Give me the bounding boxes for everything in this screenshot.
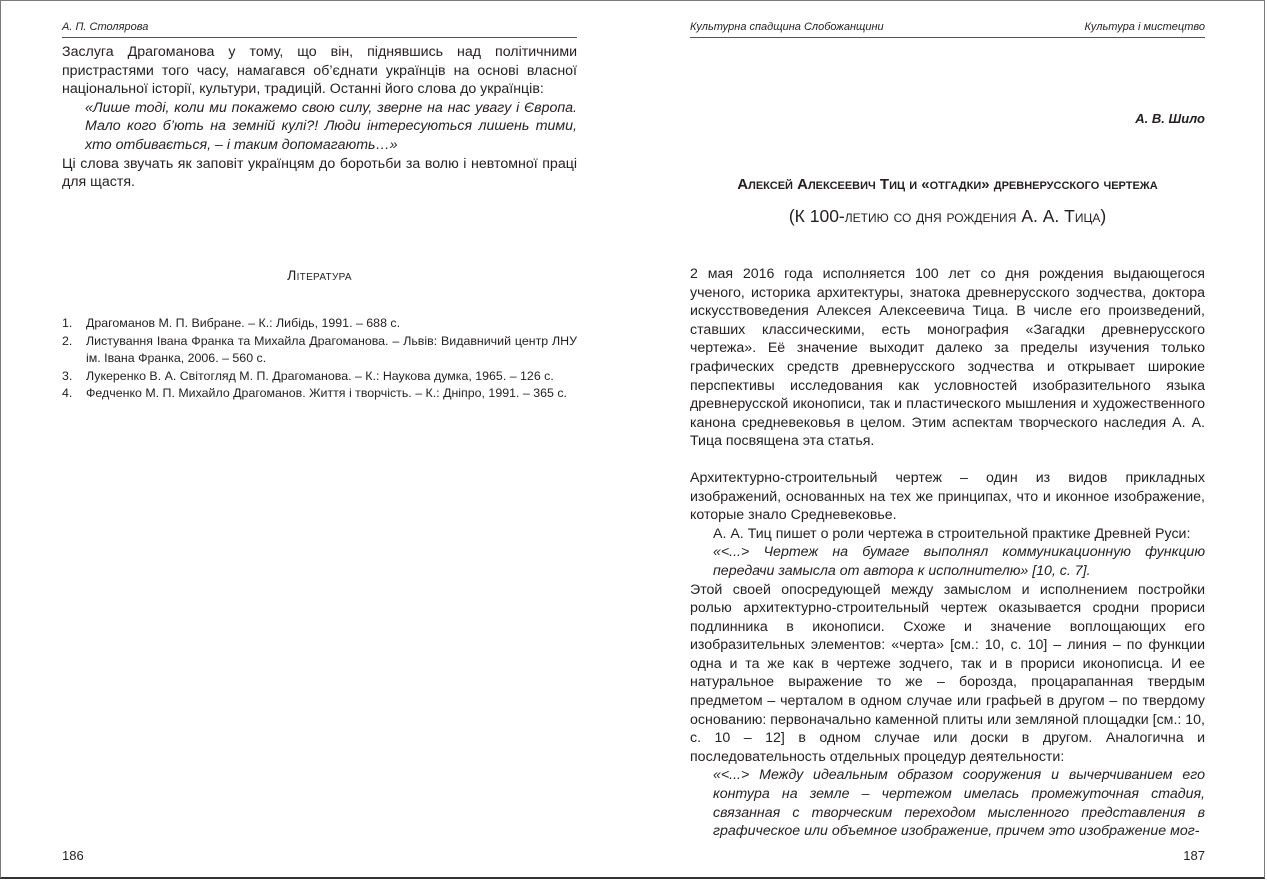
reference-text: Листування Івана Франка та Михайла Драгоманова. – Львів: Видавничий центр ЛНУ ім. Івана Франка, 2006. – 560 с.: [86, 333, 577, 366]
page-number: 186: [62, 848, 84, 863]
article-title: Алексей Алексеевич Тиц и «отгадки» древнерусского чертежа: [737, 176, 1158, 193]
reference-item: [62, 385, 577, 403]
block-quote: «<...> Чертеж на бумаге выполнял коммуникационную функцию передачи замысла от автора к исполнителю» [10, с. 7].: [713, 544, 1205, 579]
right-page: [690, 0, 1205, 881]
page-number: 187: [1183, 848, 1205, 863]
paragraph: Архитектурно-строительный чертеж – один из видов прикладных изображений, основанных на тех же принципах, что и иконное изображение, которые знало Средневековье.: [690, 469, 1205, 524]
reference-number: 1.: [62, 316, 73, 330]
running-head-left-page: [62, 21, 577, 38]
running-head-right-page: [690, 21, 1205, 38]
running-head-journal: Культурна спадщина Слобожанщини: [690, 21, 884, 33]
reference-list: [62, 315, 577, 403]
paragraph-spacer: [690, 451, 1205, 469]
block-quote: «<...> Между идеальным образом сооружения и вычерчиванием его контура на земле – чертежом имелась промежуточная стадия, связанная с творческим переходом мысленного представления в графическое или объемное изображение, причем это изображение мог-: [713, 767, 1205, 840]
reference-item: [62, 368, 577, 386]
reference-number: 3.: [62, 368, 73, 383]
paragraph: А. А. Тиц пишет о роли чертежа в строительной практике Древней Руси:: [713, 525, 1191, 542]
reference-text: Лукеренко В. А. Світогляд М. П. Драгоманова. – К.: Наукова думка, 1965. – 126 с.: [86, 368, 554, 383]
left-page-body: [62, 43, 577, 192]
paragraph: 2 мая 2016 года исполняется 100 лет со дня рождения выдающегося ученого, историка архитектуры, знатока древнерусского зодчества, доктора искусствоведения Алексея Алексеевича Тица. В числе его произведений, ставших классическими, есть монография «Загадки древнерусского чертежа». Её значение выходит далеко за пределы изучения только графических средств древнерусского зодчества и открывает широкие перспективы исследования как условностей изобразительного языка древнерусской иконописи, так и пластического мышления и художественного канона средневековья в целом. Этим аспектам творческого наследия А. А. Тица посвящена эта статья.: [690, 266, 1205, 450]
block-quote: «Лише тоді, коли ми покажемо свою силу, зверне на нас увагу і Європа. Мало кого б’ють на земній кулі?! Люди інтересуються лишень тими, хто отбивається, – і таким допомагають…»: [85, 99, 577, 153]
reference-number: 4.: [62, 386, 73, 401]
paragraph: Этой своей опосредующей между замыслом и исполнением постройки ролью архитектурно-строительный чертеж оказывается сродни прориси подлинника в иконописи. Схоже и значение воплощающих его изобразительных элементов: «черта» [см.: 10, с. 10] – линия – по функции одна и та же как в чертеже зодчего, так и в прориси иконописца. И ее натуральное выражение то же – борозда, процарапанная твердым предметом – черталом в одном случае или графьей в другом – по твердому основанию: первоначально каменной плиты или земляной площадки [см.: 10, с. 10 – 12] в одном случае или доски в другом. Аналогична и последовательность отдельных процедур деятельности:: [690, 581, 1205, 765]
left-page: [62, 0, 577, 881]
reference-item: [62, 315, 577, 333]
paragraph: Заслуга Драгоманова у тому, що він, піднявшись над політичними пристрастями того часу, намагався об’єднати українців на основі власної національної історії, культури, традицій. Останні його слова до українців:: [62, 44, 577, 98]
reference-number: 2.: [62, 333, 73, 348]
running-head-author: А. П. Столярова: [62, 21, 149, 33]
reference-text: Драгоманов М. П. Вибране. – К.: Либідь, 1991. – 688 с.: [86, 316, 401, 330]
running-head-section: Культура і мистецтво: [1084, 21, 1205, 33]
right-page-body: [690, 265, 1205, 841]
article-subtitle: (К 100-летию со дня рождения А. А. Тица): [788, 206, 1107, 226]
reference-text: Федченко М. П. Михайло Драгоманов. Життя і творчість. – К.: Дніпро, 1991. – 365 с.: [86, 386, 567, 401]
article-author: А. В. Шило: [1135, 111, 1205, 126]
reference-item: [62, 333, 577, 368]
literature-heading: Література: [287, 267, 352, 283]
paragraph: Ці слова звучать як заповіт українцям до боротьби за волю і невтомної праці для щастя.: [62, 155, 577, 191]
